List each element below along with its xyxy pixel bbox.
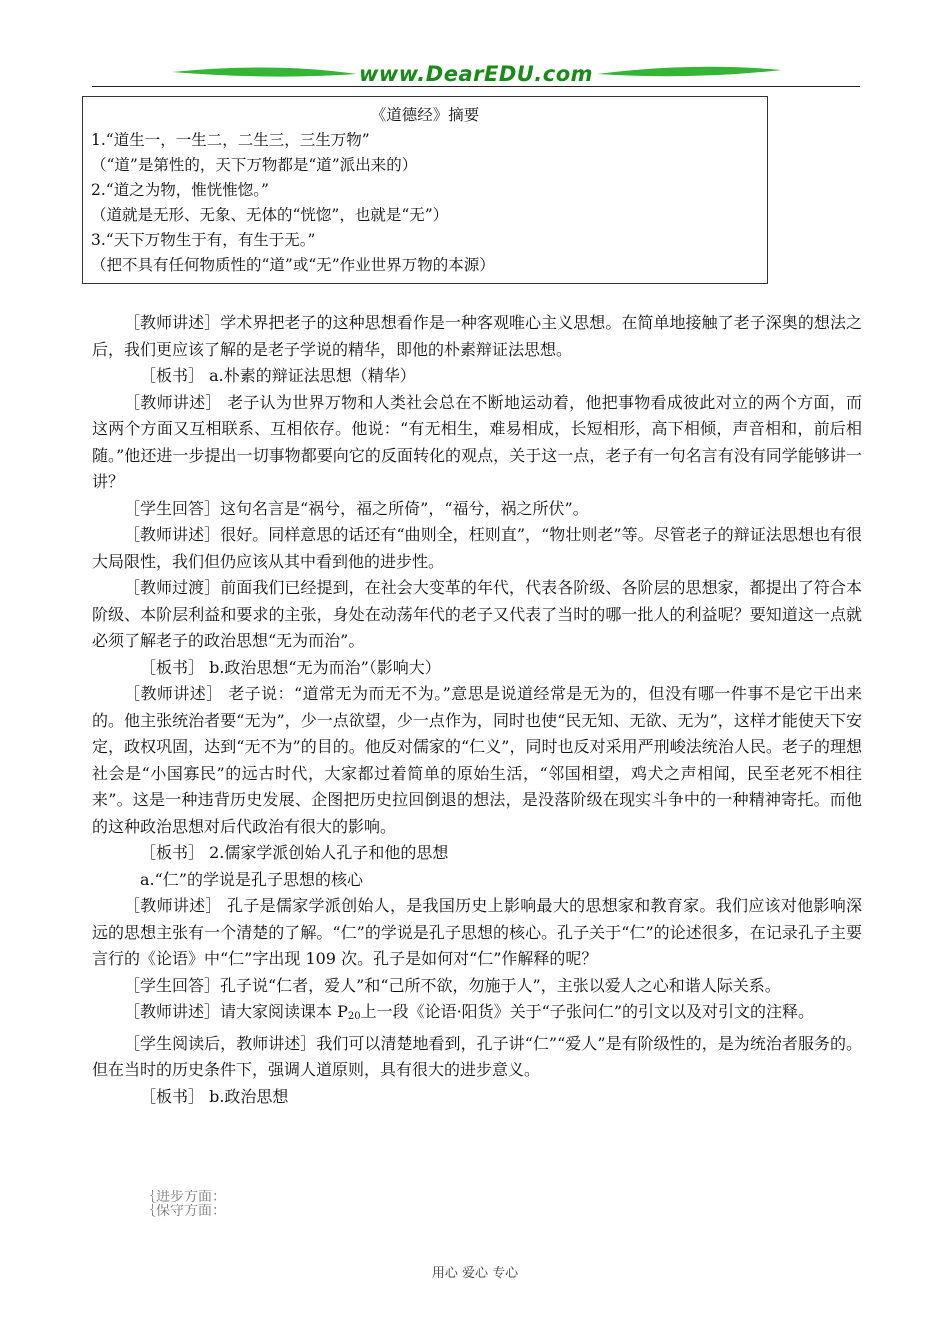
paragraph: ［学生回答］这句名言是“祸兮，福之所倚”，“福兮，祸之所伏”。 [124,498,589,518]
paragraph: ［教师讲述］很好。同样意思的话还有“曲则全，枉则直”，“物壮则老”等。尽管老子的辩证法思想也有很大局限性，我们但仍应该从其中看到他的进步性。 [92,525,862,571]
board-note: a.“仁”的学说是孔子思想的核心 [140,869,363,889]
summary-line: （把不具有任何物质性的“道”或“无”作业世界万物的本源） [91,256,495,274]
header-divider [92,86,860,87]
board-note: ［板书］ b.政治思想 [140,1086,289,1106]
summary-line: 3.“天下万物生于有，有生于无。” [91,231,316,249]
paragraph: ［教师讲述］学术界把老子的这种思想看作是一种客观唯心主义思想。在简单地接触了老子深奥的想法之后，我们更应该了解的是老子学说的精华，即他的朴素辩证法思想。 [92,313,862,359]
site-header [92,60,860,94]
paragraph [92,999,862,1031]
paragraph: ［教师讲述］ 孔子是儒家学派创始人，是我国历史上影响最大的思想家和教育家。我们应该对他影响深远的思想主张有一个清楚的了解。“仁”的学说是孔子思想的核心。孔子关于“仁”的论述很多，在记录孔子主要言行的《论语》中“仁”字出现 109 次。孔子是如何对“仁”作解释的呢？ [92,896,862,968]
paragraph-text: ［教师讲述］请大家阅读课本 P [124,1002,348,1021]
summary-line: （道就是无形、无象、无体的“恍惚”，也就是“无”） [91,206,449,224]
summary-line: 2.“道之为物，惟恍惟惚。” [91,181,269,199]
summary-line: 1.“道生一，一生二，二生三，三生万物” [91,131,370,149]
paragraph: ［教师讲述］ 老子认为世界万物和人类社会总在不断地运动着，他把事物看成彼此对立的两个方面，而这两个方面又互相联系、互相依存。他说：“有无相生，难易相成，长短相形，高下相倾，声音相和，前后相随。”他还进一步提出一切事物都要向它的反面转化的观点，关于这一点，老子有一句名言有没有同学能够讲一讲？ [92,392,862,491]
page-subscript: 20 [347,1011,361,1022]
summary-line: （“道”是第性的，天下万物都是“道”派出来的） [91,156,418,174]
paragraph: ［学生回答］孔子说“仁者，爱人”和“己所不欲，勿施于人”，主张以爱人之心和谐人际关系。 [124,975,781,995]
board-note: ［板书］ 2.儒家学派创始人孔子和他的思想 [140,843,449,862]
paragraph-text: 上一段《论语·阳货》关于“子张问仁”的引文以及对引文的注释。 [360,1002,815,1021]
daodejing-summary-box [82,96,768,284]
summary-title: 《道德经》摘要 [370,106,480,124]
paragraph: ［教师讲述］ 老子说：“道常无为而无不为。”意思是说道经常是无为的，但没有哪一件事不是它干出来的。他主张统治者要“无为”，少一点欲望，少一点作为，同时也使“民无知、无欲、无为”，这样才能使天下安定，政权巩固，达到“无不为”的目的。他反对儒家的“仁义”，同时也反对采用严刑峻法统治人民。老子的理想社会是“小国寡民”的远古时代，大家都过着简单的原始生活，“邻国相望，鸡犬之声相闻，民至老死不相往来”。这是一种违背历史发展、企图把历史拉回倒退的想法，是没落阶级在现实斗争中的一种精神寄托。而他的这种政治思想对后代政治有很大的影响。 [92,684,862,836]
brace-item: ｛保守方面： [142,1204,226,1218]
brace-notes [142,1190,226,1218]
brace-item: ｛进步方面： [142,1190,226,1204]
board-note: ［板书］ a.朴素的辩证法思想（精华） [140,366,416,385]
board-note: ［板书］ b.政治思想“无为而治”（影响大） [140,657,441,677]
lesson-body [92,310,862,1110]
page-footer: 用心 爱心 专心 [431,1266,519,1281]
paragraph: ［教师过渡］前面我们已经提到，在社会大变革的年代，代表各阶级、各阶层的思想家，都提出了符合本阶级、本阶层利益和要求的主张，身处在动荡年代的老子又代表了当时的哪一批人的利益呢？要知道这一点就必须了解老子的政治思想“无为而治”。 [92,578,862,650]
paragraph: ［学生阅读后，教师讲述］我们可以清楚地看到，孔子讲“仁”“爱人”是有阶级性的，是为统治者服务的。但在当时的历史条件下，强调人道原则，具有很大的进步意义。 [92,1033,862,1079]
site-logo-text: www.DearEDU.com [358,62,594,86]
